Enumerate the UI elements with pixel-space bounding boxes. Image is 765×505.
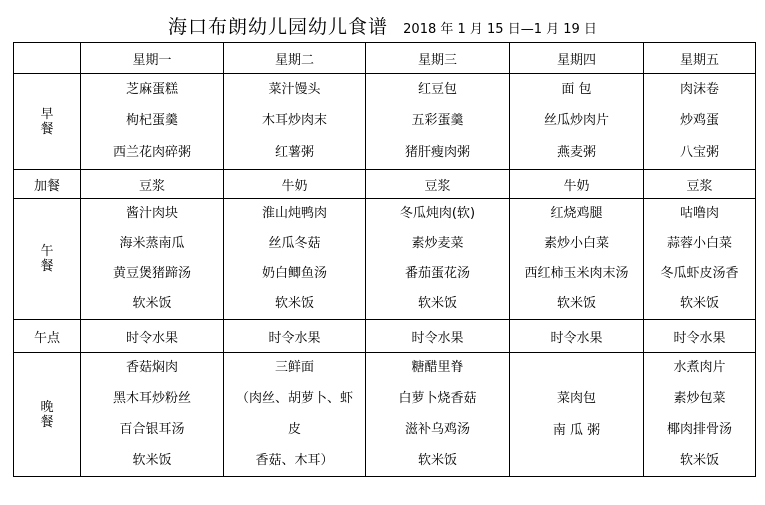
dish: 红薯粥 bbox=[274, 145, 314, 161]
dish: 冬瓜虾皮汤香 bbox=[660, 266, 739, 281]
menu-cell bbox=[644, 353, 756, 477]
dish: 番茄蛋花汤 bbox=[404, 266, 470, 281]
dish: 菜汁馒头 bbox=[268, 81, 321, 97]
dish: 素炒包菜 bbox=[673, 391, 726, 407]
menu-title: 海口布朗幼儿园幼儿食谱 bbox=[168, 16, 389, 38]
dish: 芝麻蛋糕 bbox=[125, 81, 178, 97]
dish: 冬瓜炖肉(软) bbox=[399, 206, 476, 221]
dish: 肉沫卷 bbox=[679, 81, 719, 97]
dish: 软米饭 bbox=[132, 296, 172, 311]
lunch-row bbox=[14, 199, 756, 320]
menu-cell bbox=[81, 199, 224, 320]
dish: 咕噜肉 bbox=[679, 206, 719, 221]
menu-cell bbox=[366, 199, 510, 320]
header-row bbox=[14, 43, 756, 74]
dish: 蒜蓉小白菜 bbox=[666, 236, 732, 251]
dish: 木耳炒肉末 bbox=[261, 113, 327, 129]
menu-cell bbox=[366, 353, 510, 477]
snack-row bbox=[14, 170, 756, 199]
row-label-breakfast: 早餐 bbox=[14, 74, 81, 170]
dish: 西兰花肉碎粥 bbox=[112, 145, 191, 161]
dish: 丝瓜冬菇 bbox=[268, 236, 321, 251]
menu-cell bbox=[224, 199, 366, 320]
dish: 白萝卜烧香菇 bbox=[398, 391, 477, 407]
dish: 软米饭 bbox=[132, 452, 172, 468]
dish: 八宝粥 bbox=[679, 145, 719, 161]
dish: 丝瓜炒肉片 bbox=[543, 113, 609, 129]
row-label-dinner: 晚餐 bbox=[14, 353, 81, 477]
breakfast-row bbox=[14, 74, 756, 170]
dish: 软米饭 bbox=[417, 452, 457, 468]
dish: 牛奶 bbox=[224, 170, 366, 199]
dish: 素炒麦菜 bbox=[411, 236, 464, 251]
dish: 五彩蛋羹 bbox=[411, 113, 464, 129]
row-label-afternoon-snack: 午点 bbox=[14, 320, 81, 353]
dish: 南 瓜 粥 bbox=[552, 422, 601, 438]
menu-cell bbox=[81, 353, 224, 477]
menu-table bbox=[13, 42, 756, 477]
row-label-snack: 加餐 bbox=[14, 170, 81, 199]
menu-cell bbox=[366, 74, 510, 170]
dish: 皮 bbox=[287, 421, 301, 437]
dish: 牛奶 bbox=[510, 170, 644, 199]
dish: 时令水果 bbox=[81, 320, 224, 353]
dish: 百合银耳汤 bbox=[119, 421, 185, 437]
dish: 软米饭 bbox=[556, 296, 596, 311]
day-header: 星期三 bbox=[366, 43, 510, 74]
menu-cell bbox=[510, 353, 644, 477]
dish: 海米蒸南瓜 bbox=[119, 236, 185, 251]
dish: 黄豆煲猪蹄汤 bbox=[112, 266, 191, 281]
menu-cell bbox=[510, 199, 644, 320]
dish: 燕麦粥 bbox=[556, 145, 596, 161]
corner-cell bbox=[14, 43, 81, 74]
menu-cell bbox=[644, 74, 756, 170]
day-header: 星期五 bbox=[644, 43, 756, 74]
dish: 西红柿玉米肉末汤 bbox=[524, 266, 629, 281]
dish: 淮山炖鸭肉 bbox=[261, 206, 327, 221]
dish: 豆浆 bbox=[366, 170, 510, 199]
day-header: 星期二 bbox=[224, 43, 366, 74]
dish: 三鲜面 bbox=[274, 360, 314, 376]
dish: 椰肉排骨汤 bbox=[666, 421, 732, 437]
dish: 酱汁肉块 bbox=[125, 206, 178, 221]
dish: 炒鸡蛋 bbox=[679, 113, 719, 129]
menu-cell bbox=[81, 74, 224, 170]
dish: 菜肉包 bbox=[556, 390, 596, 406]
dish: 红烧鸡腿 bbox=[550, 206, 603, 221]
afternoon-snack-row bbox=[14, 320, 756, 353]
dish: 红豆包 bbox=[417, 81, 457, 97]
dish: 香菇焖肉 bbox=[125, 360, 178, 376]
dish: 时令水果 bbox=[510, 320, 644, 353]
dish: 时令水果 bbox=[644, 320, 756, 353]
dish: 奶白鲫鱼汤 bbox=[261, 266, 327, 281]
dish: 滋补乌鸡汤 bbox=[404, 421, 470, 437]
dish: 猪肝瘦肉粥 bbox=[404, 145, 470, 161]
dish: （肉丝、胡萝卜、虾 bbox=[235, 391, 353, 407]
row-label-lunch: 午餐 bbox=[14, 199, 81, 320]
dish: 水煮肉片 bbox=[673, 360, 726, 376]
dish: 豆浆 bbox=[644, 170, 756, 199]
dish: 面 包 bbox=[561, 81, 592, 97]
menu-cell bbox=[224, 74, 366, 170]
menu-cell bbox=[224, 353, 366, 477]
menu-cell bbox=[510, 74, 644, 170]
dish: 香菇、木耳） bbox=[255, 452, 334, 468]
dish: 软米饭 bbox=[679, 452, 719, 468]
day-header: 星期四 bbox=[510, 43, 644, 74]
dish: 糖醋里脊 bbox=[411, 360, 464, 376]
dish: 素炒小白菜 bbox=[543, 236, 609, 251]
dish: 软米饭 bbox=[274, 296, 314, 311]
dish: 软米饭 bbox=[417, 296, 457, 311]
date-range: 2018 年 1 月 15 日—1 月 19 日 bbox=[403, 22, 597, 37]
menu-cell bbox=[644, 199, 756, 320]
dish: 时令水果 bbox=[366, 320, 510, 353]
dish: 枸杞蛋羹 bbox=[125, 113, 178, 129]
dish: 豆浆 bbox=[81, 170, 224, 199]
day-header: 星期一 bbox=[81, 43, 224, 74]
dinner-row bbox=[14, 353, 756, 477]
dish: 黑木耳炒粉丝 bbox=[112, 391, 191, 407]
dish: 时令水果 bbox=[224, 320, 366, 353]
dish: 软米饭 bbox=[679, 296, 719, 311]
page-title bbox=[0, 12, 765, 39]
